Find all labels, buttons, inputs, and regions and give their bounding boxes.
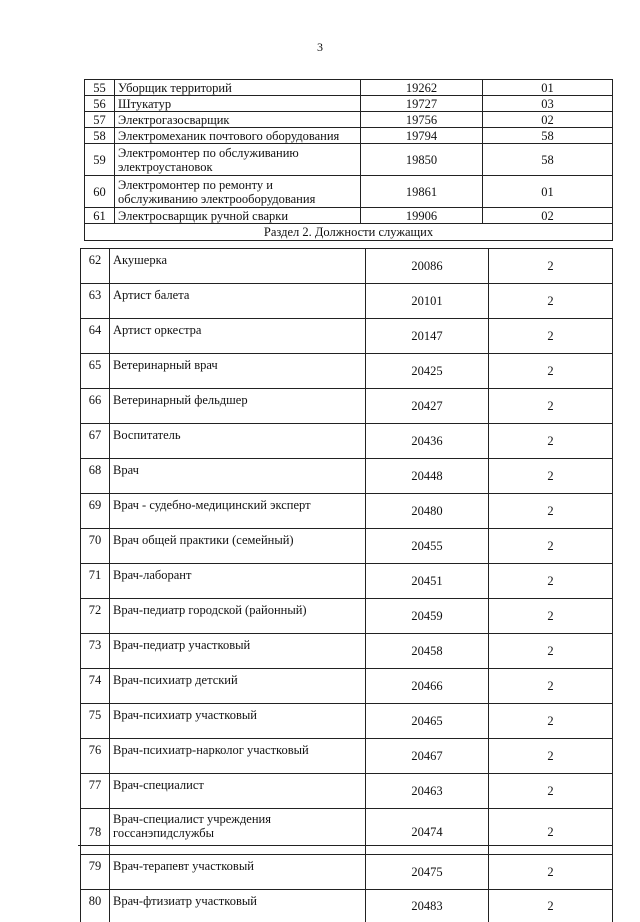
position-code: 20474 [366, 809, 489, 855]
position-code: 20459 [366, 599, 489, 634]
row-number: 61 [85, 208, 115, 224]
position-code: 20451 [366, 564, 489, 599]
position-name [115, 144, 361, 176]
table-row [85, 96, 613, 112]
position-code: 19906 [361, 208, 483, 224]
table-row [85, 208, 613, 224]
position-name [115, 176, 361, 208]
position-group: 01 [483, 176, 613, 208]
position-code: 19861 [361, 176, 483, 208]
table-row [85, 128, 613, 144]
position-group: 2 [489, 669, 613, 704]
page-number: 3 [0, 40, 640, 55]
position-group: 02 [483, 112, 613, 128]
position-name: Врач-педиатр городской (районный) [110, 599, 366, 634]
row-number: 67 [81, 424, 110, 459]
position-name: Уборщик территорий [115, 80, 361, 96]
position-code: 20475 [366, 855, 489, 890]
position-name: Врач-психиатр участковый [110, 704, 366, 739]
position-group: 2 [489, 890, 613, 922]
position-group: 2 [489, 424, 613, 459]
table-row [81, 855, 613, 890]
position-group: 03 [483, 96, 613, 112]
row-number: 72 [81, 599, 110, 634]
position-code: 20425 [366, 354, 489, 389]
row-number: 76 [81, 739, 110, 774]
workers-table [84, 79, 613, 241]
table-row [81, 494, 613, 529]
table-row [81, 634, 613, 669]
row-number: 59 [85, 144, 115, 176]
table-row [81, 739, 613, 774]
position-code: 20466 [366, 669, 489, 704]
employees-table [80, 248, 613, 922]
row-number: 75 [81, 704, 110, 739]
position-group: 2 [489, 855, 613, 890]
position-name-line: Электромонтер по обслуживанию [118, 146, 357, 160]
position-name: Врач-лаборант [110, 564, 366, 599]
position-name: Врач-специалист [110, 774, 366, 809]
row-number: 57 [85, 112, 115, 128]
position-name: Врач-психиатр детский [110, 669, 366, 704]
row-number: 73 [81, 634, 110, 669]
position-name: Ветеринарный фельдшер [110, 389, 366, 424]
table-row [81, 459, 613, 494]
position-code: 19727 [361, 96, 483, 112]
position-name-line: Электромонтер по ремонту и [118, 178, 357, 192]
table-row [81, 809, 613, 855]
row-number: 74 [81, 669, 110, 704]
position-name: Ветеринарный врач [110, 354, 366, 389]
section-title: Раздел 2. Должности служащих [85, 224, 613, 241]
position-name: Электросварщик ручной сварки [115, 208, 361, 224]
table-row [81, 599, 613, 634]
position-group: 2 [489, 809, 613, 855]
position-name: Врач общей практики (семейный) [110, 529, 366, 564]
table-row [85, 176, 613, 208]
row-number: 65 [81, 354, 110, 389]
position-code: 20463 [366, 774, 489, 809]
position-name: Врач-педиатр участковый [110, 634, 366, 669]
position-group: 2 [489, 529, 613, 564]
row-number: 58 [85, 128, 115, 144]
position-name [110, 809, 366, 855]
row-number: 70 [81, 529, 110, 564]
position-name-line: госсанэпидслужбы [113, 826, 362, 840]
row-number: 63 [81, 284, 110, 319]
table-row [85, 112, 613, 128]
position-group: 02 [483, 208, 613, 224]
row-number: 66 [81, 389, 110, 424]
table-row [81, 424, 613, 459]
row-number: 69 [81, 494, 110, 529]
row-number: 77 [81, 774, 110, 809]
position-name: Артист оркестра [110, 319, 366, 354]
row-number: 80 [81, 890, 110, 922]
position-group: 2 [489, 704, 613, 739]
position-group: 2 [489, 249, 613, 284]
table-row [81, 389, 613, 424]
position-group: 2 [489, 634, 613, 669]
position-group: 01 [483, 80, 613, 96]
position-name: Врач [110, 459, 366, 494]
position-group: 2 [489, 284, 613, 319]
table-row [81, 354, 613, 389]
position-code: 20467 [366, 739, 489, 774]
table-row [81, 249, 613, 284]
position-name-line: электроустановок [118, 160, 357, 174]
position-code: 20458 [366, 634, 489, 669]
position-group: 2 [489, 564, 613, 599]
position-name: Электромеханик почтового оборудования [115, 128, 361, 144]
position-name: Штукатур [115, 96, 361, 112]
position-code: 20436 [366, 424, 489, 459]
position-code: 19850 [361, 144, 483, 176]
position-code: 20455 [366, 529, 489, 564]
row-number: 62 [81, 249, 110, 284]
position-name: Врач-терапевт участковый [110, 855, 366, 890]
position-group: 2 [489, 319, 613, 354]
position-name: Электрогазосварщик [115, 112, 361, 128]
position-code: 20448 [366, 459, 489, 494]
section-header-row [85, 224, 613, 241]
position-code: 20480 [366, 494, 489, 529]
position-code: 20465 [366, 704, 489, 739]
position-name: Воспитатель [110, 424, 366, 459]
row-number: 68 [81, 459, 110, 494]
position-group: 2 [489, 494, 613, 529]
position-group: 2 [489, 354, 613, 389]
position-name-line: Врач-специалист учреждения [113, 812, 362, 826]
row-number: 64 [81, 319, 110, 354]
table-row [81, 774, 613, 809]
position-name: Врач-психиатр-нарколог участковый [110, 739, 366, 774]
table-row [81, 564, 613, 599]
position-code: 20427 [366, 389, 489, 424]
position-name: Врач - судебно-медицинский эксперт [110, 494, 366, 529]
row-number: 60 [85, 176, 115, 208]
row-number: 55 [85, 80, 115, 96]
position-code: 20101 [366, 284, 489, 319]
position-group: 2 [489, 389, 613, 424]
table-row [81, 704, 613, 739]
table-bottom-border [78, 845, 612, 846]
table-row [85, 80, 613, 96]
position-code: 20147 [366, 319, 489, 354]
position-code: 19794 [361, 128, 483, 144]
row-number: 79 [81, 855, 110, 890]
position-name: Врач-фтизиатр участковый [110, 890, 366, 922]
row-number: 56 [85, 96, 115, 112]
position-group: 2 [489, 774, 613, 809]
table-row [85, 144, 613, 176]
table-row [81, 529, 613, 564]
position-group: 2 [489, 599, 613, 634]
table-row [81, 890, 613, 922]
position-name: Акушерка [110, 249, 366, 284]
position-code: 19756 [361, 112, 483, 128]
table-row [81, 284, 613, 319]
row-number: 78 [81, 809, 110, 855]
position-group: 2 [489, 739, 613, 774]
position-code: 20483 [366, 890, 489, 922]
position-name-line: обслуживанию электрооборудования [118, 192, 357, 206]
table-row [81, 319, 613, 354]
row-number: 71 [81, 564, 110, 599]
position-group: 58 [483, 144, 613, 176]
position-code: 20086 [366, 249, 489, 284]
position-group: 58 [483, 128, 613, 144]
position-name: Артист балета [110, 284, 366, 319]
position-code: 19262 [361, 80, 483, 96]
table-row [81, 669, 613, 704]
position-group: 2 [489, 459, 613, 494]
